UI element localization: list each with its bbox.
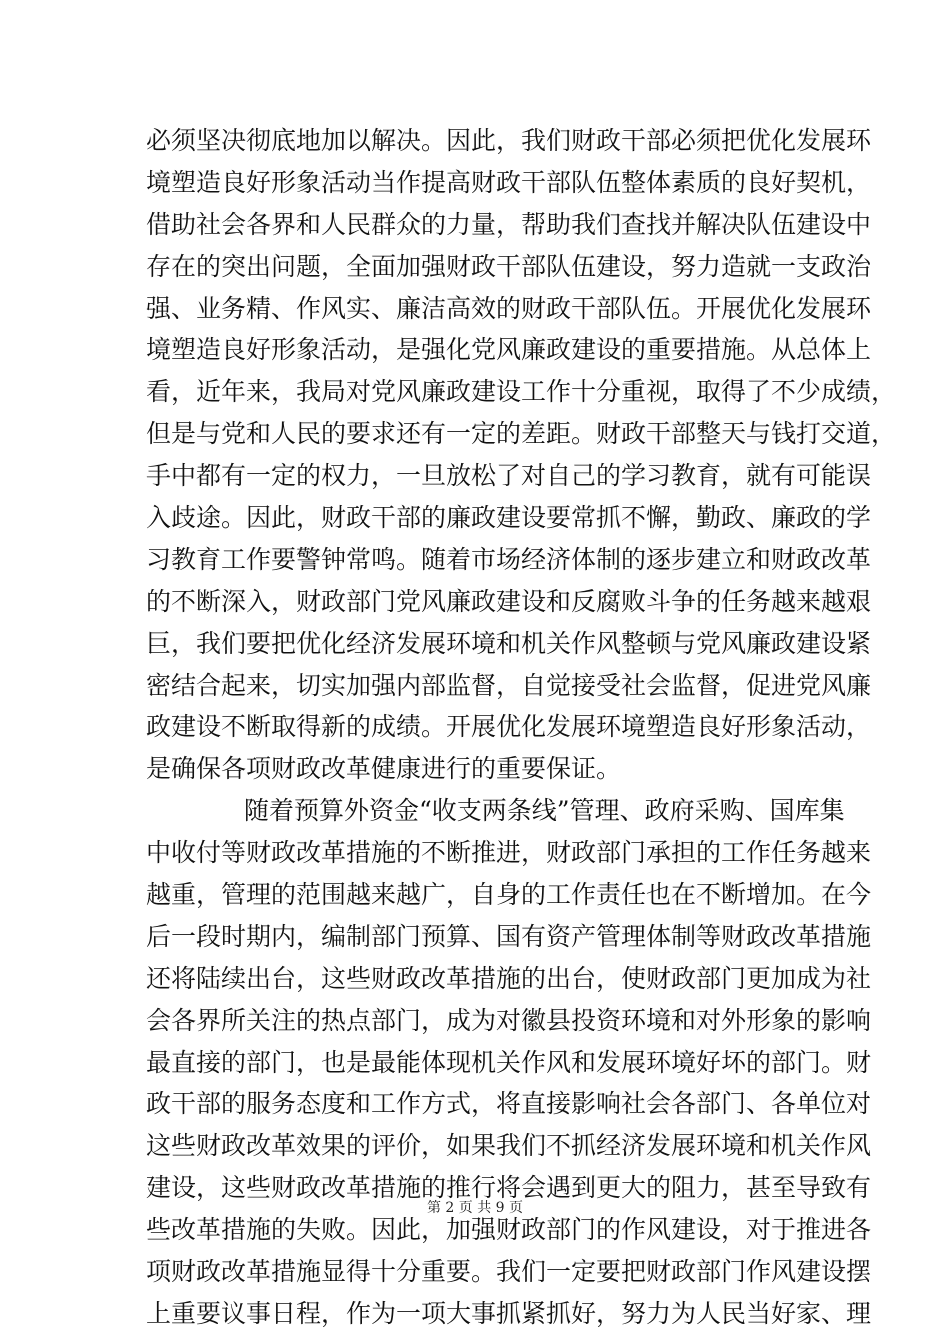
text-line: 密结合起来，切实加强内部监督，自觉接受社会监督，促进党风廉: [146, 670, 872, 700]
text-line: 入歧途。因此，财政干部的廉政建设要常抓不懈，勤政、廉政的学: [146, 503, 872, 533]
text-line: 看，近年来，我局对党风廉政建设工作十分重视，取得了不少成绩，: [146, 377, 897, 407]
text-line: 些改革措施的失败。因此，加强财政部门的作风建设，对于推进各: [146, 1215, 872, 1245]
text-line: 项财政改革措施显得十分重要。我们一定要把财政部门作风建设摆: [146, 1257, 872, 1287]
text-line: 的不断深入，财政部门党风廉政建设和反腐败斗争的任务越来越艰: [146, 586, 872, 616]
text-line: 越重，管理的范围越来越广，自身的工作责任也在不断增加。在今: [146, 880, 872, 910]
text-line: 这些财政改革效果的评价，如果我们不抓经济发展环境和机关作风: [146, 1131, 872, 1161]
text-line: 最直接的部门，也是最能体现机关作风和发展环境好坏的部门。财: [146, 1047, 872, 1077]
text-line: 借助社会各界和人民群众的力量，帮助我们查找并解决队伍建设中: [146, 209, 872, 239]
text-line: 手中都有一定的权力，一旦放松了对自己的学习教育，就有可能误: [146, 461, 872, 491]
text-line: 巨，我们要把优化经济发展环境和机关作风整顿与党风廉政建设紧: [146, 628, 872, 658]
text-line: 建设，这些财政改革措施的推行将会遇到更大的阻力，甚至导致有: [146, 1173, 872, 1203]
text-line: 中收付等财政改革措施的不断推进，财政部门承担的工作任务越来: [146, 838, 872, 868]
text-line: 还将陆续出台，这些财政改革措施的出台，使财政部门更加成为社: [146, 963, 872, 993]
text-line: 习教育工作要警钟常鸣。随着市场经济体制的逐步建立和财政改革: [146, 544, 872, 574]
paragraph-last-line: 是确保各项财政改革健康进行的重要保证。: [146, 754, 622, 784]
page-number-footer: 第 2 页 共 9 页: [426, 1200, 524, 1216]
paragraph-first-line: 随着预算外资金“收支两条线”管理、政府采购、国库集: [244, 796, 845, 826]
text-line: 政干部的服务态度和工作方式，将直接影响社会各部门、各单位对: [146, 1089, 872, 1119]
text-line: 境塑造良好形象活动当作提高财政干部队伍整体素质的良好契机，: [146, 167, 872, 197]
text-line: 政建设不断取得新的成绩。开展优化发展环境塑造良好形象活动，: [146, 712, 872, 742]
text-line: 存在的突出问题，全面加强财政干部队伍建设，努力造就一支政治: [146, 251, 872, 281]
text-line: 后一段时期内，编制部门预算、国有资产管理体制等财政改革措施: [146, 921, 872, 951]
text-line: 上重要议事日程，作为一项大事抓紧抓好，努力为人民当好家、理: [146, 1298, 872, 1328]
text-line: 必须坚决彻底地加以解决。因此，我们财政干部必须把优化发展环: [146, 126, 872, 155]
body-text: [146, 120, 897, 1335]
text-line: 强、业务精、作风实、廉洁高效的财政干部队伍。开展优化发展环: [146, 293, 872, 323]
text-line: 但是与党和人民的要求还有一定的差距。财政干部整天与钱打交道，: [146, 419, 897, 449]
text-line: 境塑造良好形象活动，是强化党风廉政建设的重要措施。从总体上: [146, 335, 872, 365]
text-line: 会各界所关注的热点部门，成为对徽县投资环境和对外形象的影响: [146, 1005, 872, 1035]
